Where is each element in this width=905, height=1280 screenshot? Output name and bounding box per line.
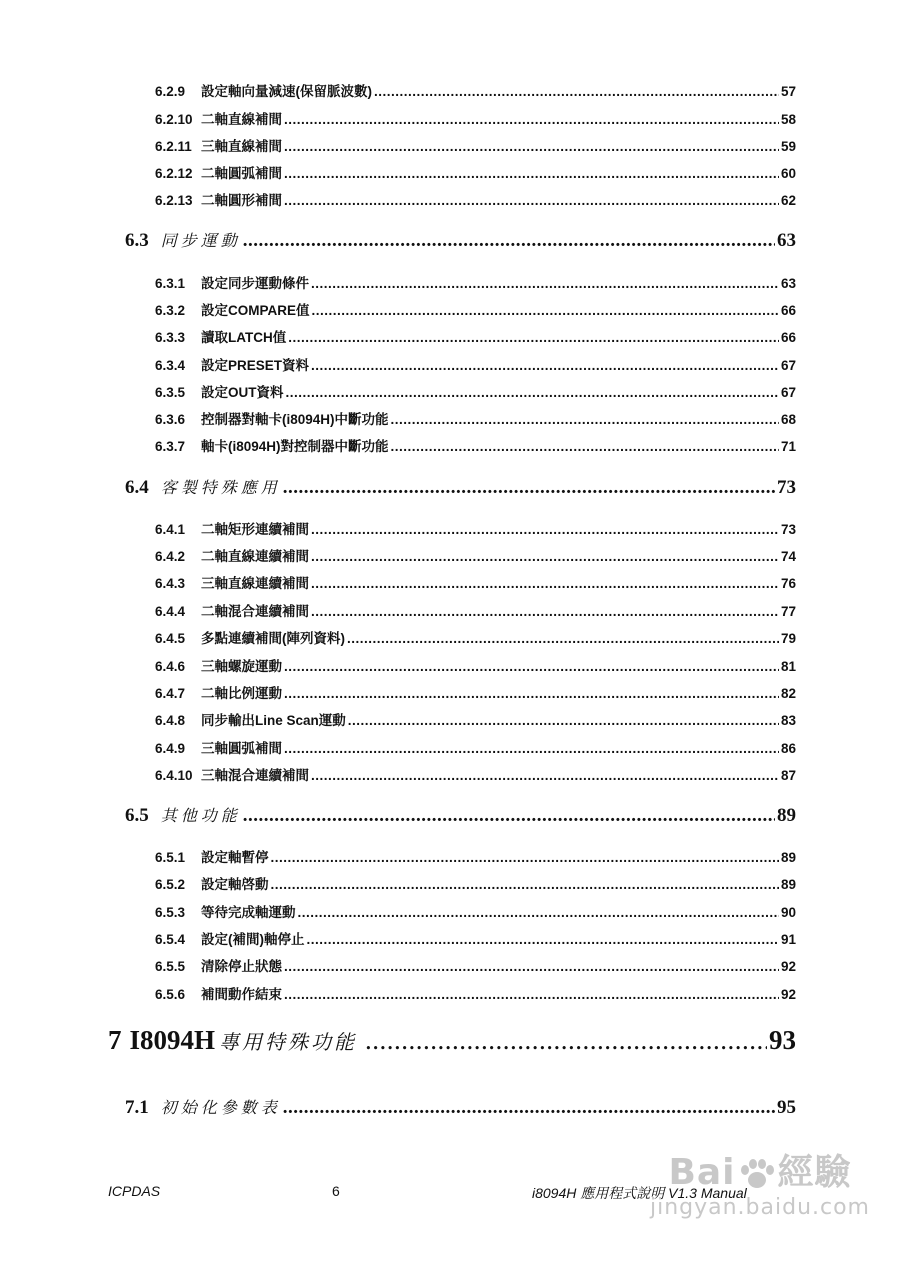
- entry-title: 三軸圓弧補間: [201, 741, 282, 756]
- entry-number: 6.4.5: [155, 631, 186, 646]
- toc-entry[interactable]: [155, 162, 796, 182]
- entry-number: 6.4.9: [155, 741, 186, 756]
- entry-title: 控制器對軸卡(i8094H)中斷功能: [201, 412, 389, 427]
- entry-page: 83: [780, 713, 796, 728]
- toc-entry[interactable]: [155, 655, 796, 675]
- entry-title: 三軸螺旋運動: [201, 659, 282, 674]
- entry-page: 87: [780, 768, 796, 783]
- entry-title: 設定軸啓動: [201, 877, 269, 892]
- entry-title: 二軸圓形補間: [201, 193, 282, 208]
- toc-section-heading[interactable]: [125, 228, 796, 252]
- entry-page: 89: [780, 877, 796, 892]
- toc-entry[interactable]: [155, 846, 796, 866]
- dot-leader: [284, 959, 779, 974]
- dot-leader: [284, 741, 779, 756]
- entry-title: 三軸直線連續補間: [201, 576, 309, 591]
- toc-entry[interactable]: [155, 435, 796, 455]
- entry-title: 設定同步運動條件: [201, 276, 309, 291]
- entry-number: 6.4.8: [155, 713, 186, 728]
- entry-page: 57: [780, 84, 796, 99]
- entry-page: 92: [780, 987, 796, 1002]
- entry-number: 6.5.5: [155, 959, 186, 974]
- entry-page: 63: [780, 276, 796, 291]
- entry-title: 設定(補間)軸停止: [201, 932, 305, 947]
- watermark-site: jingyan.baidu.com: [649, 1195, 870, 1220]
- entry-number: 6.2.11: [155, 139, 192, 154]
- entry-page: 92: [780, 959, 796, 974]
- entry-number: 6.3.6: [155, 412, 186, 427]
- toc-entry[interactable]: [155, 901, 796, 921]
- entry-number: 6.5.6: [155, 987, 186, 1002]
- entry-number: 6.4.1: [155, 522, 186, 537]
- toc-entry[interactable]: [155, 928, 796, 948]
- entry-page: 79: [780, 631, 796, 646]
- entry-page: 77: [780, 604, 796, 619]
- entry-number: 6.5.2: [155, 877, 186, 892]
- toc-entry[interactable]: [155, 189, 796, 209]
- entry-page: 89: [780, 850, 796, 865]
- dot-leader: [243, 230, 775, 252]
- entry-page: 76: [780, 576, 796, 591]
- entry-title: 二軸矩形連續補間: [201, 522, 309, 537]
- entry-title: 二軸圓弧補間: [201, 166, 282, 181]
- entry-page: 81: [780, 659, 796, 674]
- entry-title: 三軸直線補間: [201, 139, 282, 154]
- entry-number: 6.4.3: [155, 576, 186, 591]
- dot-leader: [298, 905, 779, 920]
- entry-title: 三軸混合連續補間: [201, 768, 309, 783]
- dot-leader: [391, 439, 779, 454]
- dot-leader: [283, 1097, 775, 1119]
- entry-page: 62: [780, 193, 796, 208]
- chapter-title: I8094H: [129, 1025, 216, 1055]
- toc-entry[interactable]: [155, 518, 796, 538]
- section-number: 6.3: [125, 230, 149, 251]
- dot-leader: [284, 659, 779, 674]
- dot-leader: [271, 850, 779, 865]
- entry-page: 58: [780, 112, 796, 127]
- entry-title: 設定OUT資料: [201, 385, 284, 400]
- toc-entry[interactable]: [155, 545, 796, 565]
- section-page: 95: [777, 1097, 796, 1118]
- entry-number: 6.4.7: [155, 686, 186, 701]
- toc-entry[interactable]: [155, 955, 796, 975]
- toc-entry[interactable]: [155, 354, 796, 374]
- entry-page: 90: [780, 905, 796, 920]
- section-number: 7.1: [125, 1097, 149, 1118]
- dot-leader: [284, 166, 779, 181]
- entry-page: 82: [780, 686, 796, 701]
- entry-title: 補間動作結束: [201, 987, 282, 1002]
- entry-page: 67: [780, 385, 796, 400]
- entry-title: 設定軸向量減速(保留脈波數): [201, 84, 372, 99]
- entry-page: 91: [780, 932, 796, 947]
- watermark-brand-a: Bai: [668, 1152, 736, 1193]
- footer-page-number: 6: [332, 1183, 340, 1199]
- watermark-brand: [650, 1152, 870, 1193]
- toc-entry[interactable]: [155, 682, 796, 702]
- dot-leader: [284, 987, 779, 1002]
- section-title: 其他功能: [160, 806, 241, 825]
- dot-leader: [243, 805, 775, 827]
- entry-page: 73: [780, 522, 796, 537]
- dot-leader: [311, 276, 779, 291]
- toc-entry[interactable]: [155, 326, 796, 346]
- entry-title: 二軸直線補間: [201, 112, 282, 127]
- toc-entry[interactable]: [155, 983, 796, 1003]
- section-number: 6.4: [125, 477, 149, 498]
- dot-leader: [284, 193, 779, 208]
- entry-number: 6.4.10: [155, 768, 193, 783]
- entry-number: 6.4.4: [155, 604, 186, 619]
- entry-title: 二軸比例運動: [201, 686, 282, 701]
- entry-title: 等待完成軸運動: [201, 905, 296, 920]
- entry-number: 6.5.3: [155, 905, 186, 920]
- toc-entry[interactable]: [155, 299, 796, 319]
- entry-title: 多點連續補間(陣列資料): [201, 631, 345, 646]
- dot-leader: [283, 477, 775, 499]
- toc-entry[interactable]: [155, 108, 796, 128]
- dot-leader: [311, 604, 779, 619]
- entry-number: 6.5.1: [155, 850, 186, 865]
- toc-entry[interactable]: [155, 272, 796, 292]
- dot-leader: [311, 549, 779, 564]
- dot-leader: [365, 1025, 767, 1056]
- dot-leader: [374, 84, 779, 99]
- entry-page: 68: [780, 412, 796, 427]
- section-page: 73: [777, 477, 796, 498]
- footer-manual-title: i8094H 應用程式說明 V1.3 Manual: [532, 1185, 747, 1201]
- footer-company: ICPDAS: [108, 1183, 161, 1199]
- dot-leader: [271, 877, 779, 892]
- toc-section-heading[interactable]: [125, 1095, 796, 1119]
- dot-leader: [284, 112, 779, 127]
- entry-page: 74: [780, 549, 796, 564]
- entry-number: 6.2.13: [155, 193, 193, 208]
- toc-entry[interactable]: [155, 873, 796, 893]
- dot-leader: [286, 385, 779, 400]
- toc-entry[interactable]: [155, 600, 796, 620]
- section-number: 6.5: [125, 805, 149, 826]
- entry-page: 86: [780, 741, 796, 756]
- toc-entry[interactable]: [155, 572, 796, 592]
- entry-page: 67: [780, 358, 796, 373]
- entry-number: 6.3.4: [155, 358, 186, 373]
- section-title: 客製特殊應用: [160, 478, 281, 497]
- entry-number: 6.2.10: [155, 112, 193, 127]
- entry-number: 6.3.2: [155, 303, 186, 318]
- dot-leader: [284, 686, 779, 701]
- entry-number: 6.4.6: [155, 659, 186, 674]
- dot-leader: [348, 713, 779, 728]
- entry-title: 軸卡(i8094H)對控制器中斷功能: [201, 439, 389, 454]
- dot-leader: [284, 139, 779, 154]
- toc-entry[interactable]: [155, 709, 796, 729]
- entry-page: 66: [780, 330, 796, 345]
- chapter-page: 93: [769, 1025, 796, 1055]
- entry-number: 6.3.3: [155, 330, 186, 345]
- entry-number: 6.3.1: [155, 276, 186, 291]
- dot-leader: [311, 576, 779, 591]
- toc-entry[interactable]: [155, 80, 796, 100]
- toc-entry[interactable]: [155, 737, 796, 757]
- toc-entry[interactable]: [155, 764, 796, 784]
- dot-leader: [311, 522, 779, 537]
- toc-section-heading[interactable]: [125, 475, 796, 499]
- dot-leader: [307, 932, 779, 947]
- dot-leader: [347, 631, 779, 646]
- dot-leader: [311, 358, 779, 373]
- entry-number: 6.3.5: [155, 385, 186, 400]
- dot-leader: [288, 330, 779, 345]
- entry-title: 讀取LATCH值: [201, 330, 287, 345]
- toc-entry[interactable]: [155, 627, 796, 647]
- toc-chapter-heading[interactable]: [108, 1025, 796, 1056]
- section-title: 同步運動: [160, 231, 241, 250]
- dot-leader: [312, 303, 779, 318]
- entry-number: 6.2.9: [155, 84, 186, 99]
- entry-number: 6.3.7: [155, 439, 186, 454]
- entry-number: 6.2.12: [155, 166, 193, 181]
- entry-title: 同步輸出Line Scan運動: [201, 713, 346, 728]
- entry-title: 清除停止狀態: [201, 959, 282, 974]
- entry-title: 二軸直線連續補間: [201, 549, 309, 564]
- toc-section-heading[interactable]: [125, 803, 796, 827]
- entry-title: 設定COMPARE值: [201, 303, 310, 318]
- section-title: 初始化參數表: [160, 1098, 281, 1117]
- toc-entry[interactable]: [155, 381, 796, 401]
- entry-page: 59: [780, 139, 796, 154]
- entry-title: 二軸混合連續補間: [201, 604, 309, 619]
- chapter-subtitle: 專用特殊功能: [219, 1030, 358, 1054]
- baidu-watermark: [649, 1152, 870, 1220]
- entry-title: 設定軸暫停: [201, 850, 269, 865]
- dot-leader: [391, 412, 779, 427]
- paw-icon: [738, 1158, 776, 1190]
- toc-entry[interactable]: [155, 135, 796, 155]
- dot-leader: [311, 768, 779, 783]
- section-page: 63: [777, 230, 796, 251]
- entry-number: 6.5.4: [155, 932, 186, 947]
- entry-title: 設定PRESET資料: [201, 358, 310, 373]
- entry-page: 60: [780, 166, 796, 181]
- chapter-number: 7: [108, 1025, 122, 1055]
- entry-number: 6.4.2: [155, 549, 186, 564]
- entry-page: 71: [780, 439, 796, 454]
- toc-entry[interactable]: [155, 408, 796, 428]
- watermark-brand-b: 經驗: [777, 1152, 852, 1193]
- entry-page: 66: [780, 303, 796, 318]
- section-page: 89: [777, 805, 796, 826]
